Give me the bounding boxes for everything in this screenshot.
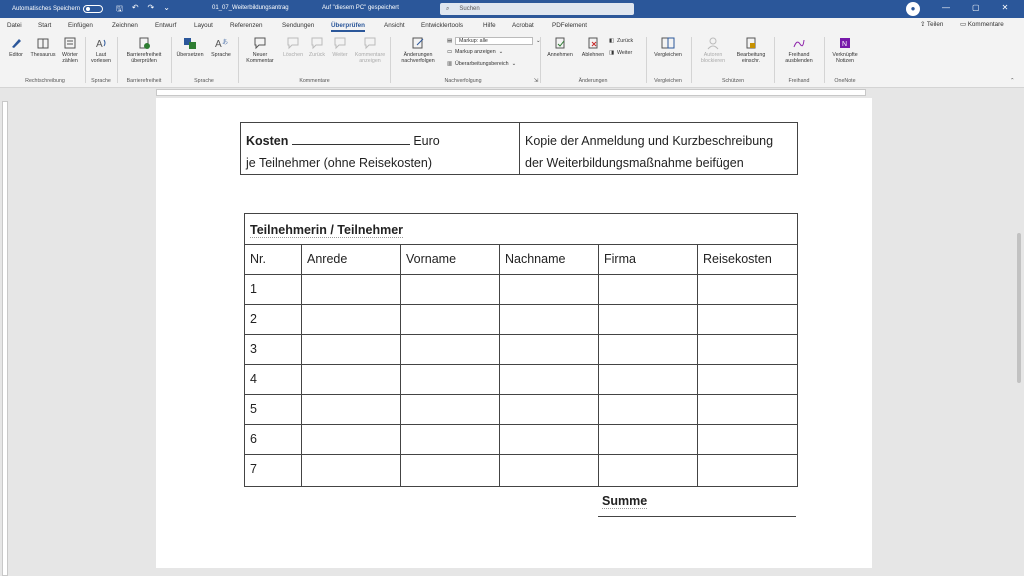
table-cell[interactable] bbox=[598, 425, 698, 454]
group-label: Änderungen bbox=[578, 78, 608, 84]
block-authors-icon bbox=[706, 36, 720, 50]
table-row[interactable] bbox=[245, 275, 797, 305]
customize-icon[interactable]: ⌄ bbox=[163, 3, 170, 12]
table-cell[interactable] bbox=[400, 365, 500, 394]
read-aloud-icon bbox=[94, 36, 108, 50]
column-header[interactable]: Nachname bbox=[499, 245, 599, 274]
comment-icon: ▭ bbox=[960, 21, 966, 28]
comments-button[interactable]: ▭ Kommentare bbox=[960, 21, 1004, 28]
tab-referenzen[interactable]: Referenzen bbox=[230, 22, 263, 29]
table-cell[interactable]: 5 bbox=[250, 402, 257, 416]
undo-icon[interactable]: ↶ bbox=[131, 3, 139, 12]
word-count-icon bbox=[63, 36, 77, 50]
table-cell[interactable]: 7 bbox=[250, 462, 257, 476]
table-cell[interactable]: 6 bbox=[250, 432, 257, 446]
participants-header[interactable] bbox=[245, 214, 797, 245]
reject-button[interactable]: Ablehnen bbox=[579, 36, 607, 58]
table-row[interactable] bbox=[245, 305, 797, 335]
column-header[interactable]: Nr. bbox=[250, 252, 266, 266]
table-cell[interactable] bbox=[697, 275, 799, 304]
previous-comment-button[interactable]: Zurück bbox=[306, 36, 328, 58]
previous-change-icon: ◧ bbox=[609, 38, 615, 44]
tab-ansicht[interactable]: Ansicht bbox=[384, 22, 405, 29]
compare-button[interactable]: Vergleichen bbox=[650, 36, 686, 58]
table-cell[interactable] bbox=[499, 305, 599, 334]
vertical-scrollbar[interactable] bbox=[1014, 97, 1024, 576]
search-placeholder: Suchen bbox=[459, 6, 480, 12]
next-comment-button[interactable]: Weiter bbox=[329, 36, 351, 58]
table-row[interactable] bbox=[245, 365, 797, 395]
redo-icon[interactable]: ↷ bbox=[147, 3, 155, 12]
tab-datei[interactable]: Datei bbox=[7, 22, 22, 29]
save-location[interactable]: Auf "diesem PC" gespeichert bbox=[322, 5, 399, 11]
table-cell[interactable] bbox=[499, 335, 599, 364]
table-header-row[interactable] bbox=[245, 245, 797, 275]
track-changes-icon bbox=[411, 36, 425, 50]
track-changes-button[interactable]: Änderungen nachverfolgen bbox=[393, 36, 443, 64]
show-comments-icon bbox=[363, 36, 377, 50]
accept-icon bbox=[553, 36, 567, 50]
table-cell[interactable]: 1 bbox=[250, 282, 257, 296]
word-count-button[interactable]: Wörter zählen bbox=[59, 36, 81, 64]
attachment-cell[interactable] bbox=[525, 130, 773, 174]
group-label: OneNote bbox=[834, 78, 856, 84]
accept-button[interactable]: Annehmen bbox=[543, 36, 577, 58]
column-header[interactable]: Vorname bbox=[400, 245, 500, 274]
thesaurus-button[interactable]: Thesaurus bbox=[29, 36, 57, 58]
table-cell[interactable]: 4 bbox=[250, 372, 257, 386]
column-header[interactable]: Firma bbox=[598, 245, 698, 274]
table-row[interactable] bbox=[245, 395, 797, 425]
participants-table[interactable] bbox=[244, 213, 798, 487]
reject-icon bbox=[586, 36, 600, 50]
group-separator bbox=[540, 37, 541, 83]
costs-label: Kosten bbox=[246, 134, 289, 148]
review-pane-icon: ▥ bbox=[447, 61, 453, 67]
euro-label: Euro bbox=[413, 134, 440, 148]
table-cell[interactable] bbox=[598, 335, 698, 364]
document-title: 01_07_Weiterbildungsantrag bbox=[212, 5, 289, 11]
markup-dropdown[interactable] bbox=[447, 37, 540, 45]
close-icon[interactable]: ✕ bbox=[1001, 3, 1009, 12]
group-label: Vergleichen bbox=[654, 78, 682, 84]
table-cell[interactable] bbox=[499, 275, 599, 304]
save-icon[interactable]: 🖫 bbox=[116, 4, 123, 13]
delete-comment-button[interactable]: Löschen bbox=[282, 36, 304, 58]
table-row[interactable] bbox=[245, 425, 797, 455]
svg-text:あ: あ bbox=[222, 40, 228, 46]
group-separator bbox=[238, 37, 239, 83]
restrict-editing-button[interactable]: Bearbeitung einschr. bbox=[732, 36, 770, 64]
group-separator bbox=[691, 37, 692, 83]
compare-icon bbox=[661, 36, 675, 50]
ruler-track bbox=[156, 89, 866, 96]
table-cell[interactable] bbox=[697, 425, 799, 454]
translate-button[interactable]: Übersetzen bbox=[174, 36, 206, 58]
group-label: Freihand bbox=[788, 78, 810, 84]
table-divider bbox=[519, 123, 520, 174]
share-button[interactable]: ⇪ Teilen bbox=[920, 21, 944, 28]
per-participant-label: je Teilnehmer (ohne Reisekosten) bbox=[246, 156, 432, 170]
chevron-down-icon: ⌄ bbox=[498, 49, 504, 55]
table-cell[interactable] bbox=[598, 275, 698, 304]
group-label: Nachverfolgung bbox=[444, 78, 482, 84]
table-cell[interactable] bbox=[697, 305, 799, 334]
ruler-track bbox=[2, 101, 8, 576]
table-cell[interactable] bbox=[598, 305, 698, 334]
book-icon bbox=[36, 36, 50, 50]
quick-access-toolbar bbox=[116, 3, 170, 17]
delete-comment-icon bbox=[286, 36, 300, 50]
table-cell[interactable] bbox=[499, 365, 599, 394]
table-cell[interactable] bbox=[598, 395, 698, 424]
ink-icon bbox=[792, 36, 806, 50]
costs-table[interactable] bbox=[240, 122, 798, 175]
table-cell[interactable] bbox=[598, 365, 698, 394]
table-cell[interactable]: 2 bbox=[250, 312, 257, 326]
table-cell[interactable] bbox=[400, 425, 500, 454]
table-cell[interactable] bbox=[301, 305, 401, 334]
group-label: Kommentare bbox=[299, 78, 330, 84]
table-cell[interactable] bbox=[301, 425, 401, 454]
tab-ueberpruefen[interactable]: Überprüfen bbox=[331, 22, 365, 29]
language-button[interactable]: A あ Sprache bbox=[208, 36, 234, 58]
svg-text:A: A bbox=[96, 39, 103, 50]
previous-change-button[interactable]: ◧ Zurück bbox=[609, 38, 634, 44]
show-markup-button[interactable]: ▭ Markup anzeigen ⌄ bbox=[447, 49, 504, 55]
maximize-icon[interactable]: ▢ bbox=[972, 3, 980, 12]
window-controls bbox=[942, 3, 1008, 12]
autosave-toggle[interactable] bbox=[83, 5, 103, 13]
tab-acrobat[interactable]: Acrobat bbox=[512, 22, 534, 29]
group-label: Schützen bbox=[721, 78, 745, 84]
show-comments-button[interactable]: Kommentare anzeigen bbox=[352, 36, 388, 64]
table-row[interactable] bbox=[245, 335, 797, 365]
tab-zeichnen[interactable]: Zeichnen bbox=[112, 22, 138, 29]
table-cell[interactable] bbox=[697, 395, 799, 424]
block-authors-button[interactable]: Autoren blockieren bbox=[696, 36, 730, 64]
column-header[interactable]: Reisekosten bbox=[697, 245, 799, 274]
new-comment-icon bbox=[253, 36, 267, 50]
markup-select[interactable]: Markup: alle bbox=[455, 37, 533, 45]
column-header[interactable]: Anrede bbox=[301, 245, 401, 274]
group-separator bbox=[646, 37, 647, 83]
minimize-icon[interactable]: — bbox=[942, 3, 950, 12]
group-label: Barrierefreiheit bbox=[126, 78, 162, 84]
group-separator bbox=[171, 37, 172, 83]
autosave-control[interactable] bbox=[12, 5, 103, 13]
new-comment-button[interactable]: Neuer Kommentar bbox=[241, 36, 279, 64]
tab-pdfelement[interactable]: PDFelement bbox=[552, 22, 587, 29]
next-change-button[interactable]: ◨ Weiter bbox=[609, 50, 633, 56]
participants-title: Teilnehmerin / Teilnehmer bbox=[250, 223, 404, 237]
title-bar bbox=[0, 0, 1024, 18]
table-cell[interactable] bbox=[697, 365, 799, 394]
group-separator bbox=[117, 37, 118, 83]
table-cell[interactable] bbox=[598, 455, 698, 486]
tab-sendungen[interactable]: Sendungen bbox=[282, 22, 315, 29]
hide-ink-button[interactable]: Freihand ausblenden bbox=[778, 36, 820, 64]
vertical-ruler[interactable] bbox=[0, 97, 10, 576]
group-label: Sprache bbox=[91, 78, 111, 84]
document-page[interactable] bbox=[156, 98, 872, 568]
costs-cell[interactable] bbox=[246, 130, 440, 174]
table-cell[interactable] bbox=[499, 455, 599, 486]
tab-hilfe[interactable]: Hilfe bbox=[483, 22, 496, 29]
next-comment-icon bbox=[333, 36, 347, 50]
table-cell[interactable] bbox=[697, 335, 799, 364]
table-cell[interactable] bbox=[697, 455, 799, 486]
autosave-label: Automatisches Speichern bbox=[12, 6, 81, 12]
review-pane-button[interactable]: ▥ Überarbeitungsbereich ⌄ bbox=[447, 61, 517, 67]
tab-layout[interactable]: Layout bbox=[194, 22, 213, 29]
previous-comment-icon bbox=[310, 36, 324, 50]
scroll-thumb[interactable] bbox=[1017, 233, 1021, 383]
table-row[interactable] bbox=[245, 455, 797, 486]
table-cell[interactable] bbox=[301, 275, 401, 304]
tab-entwurf[interactable]: Entwurf bbox=[155, 22, 177, 29]
table-cell[interactable] bbox=[301, 395, 401, 424]
search-icon: ⌕ bbox=[446, 5, 450, 12]
show-markup-icon: ▭ bbox=[447, 49, 453, 55]
attachment-line-2: der Weiterbildungsmaßnahme beifügen bbox=[525, 156, 744, 170]
table-cell[interactable] bbox=[400, 305, 500, 334]
attachment-line-1: Kopie der Anmeldung und Kurzbeschreibung bbox=[525, 134, 774, 148]
editor-button[interactable]: Editor bbox=[5, 36, 27, 58]
group-separator bbox=[85, 37, 86, 83]
costs-blank bbox=[292, 135, 410, 145]
table-cell[interactable] bbox=[301, 335, 401, 364]
table-cell[interactable] bbox=[400, 335, 500, 364]
svg-text:A: A bbox=[215, 39, 222, 50]
table-cell[interactable] bbox=[499, 395, 599, 424]
onenote-icon bbox=[838, 36, 852, 50]
next-change-icon: ◨ bbox=[609, 50, 615, 56]
table-cell[interactable] bbox=[499, 425, 599, 454]
tab-einfuegen[interactable]: Einfügen bbox=[68, 22, 93, 29]
group-separator bbox=[824, 37, 825, 83]
tab-entwicklertools[interactable]: Entwicklertools bbox=[421, 22, 463, 29]
editor-icon bbox=[9, 36, 23, 50]
table-cell[interactable]: 3 bbox=[250, 342, 257, 356]
table-cell[interactable] bbox=[301, 365, 401, 394]
sum-line[interactable] bbox=[598, 516, 796, 517]
table-cell[interactable] bbox=[400, 455, 500, 486]
translate-icon bbox=[183, 36, 197, 50]
svg-text:N: N bbox=[842, 41, 848, 48]
language-icon bbox=[214, 36, 228, 50]
horizontal-ruler[interactable] bbox=[0, 88, 1024, 97]
accessibility-button[interactable]: Barrierefreiheit überprüfen bbox=[121, 36, 167, 64]
avatar[interactable]: ● bbox=[906, 2, 920, 16]
group-separator bbox=[390, 37, 391, 83]
chevron-down-icon: ⌄ bbox=[536, 38, 541, 44]
markup-icon: ▤ bbox=[447, 38, 453, 44]
group-separator bbox=[774, 37, 775, 83]
ribbon-tabs bbox=[0, 18, 1024, 33]
sum-label: Summe bbox=[602, 494, 648, 508]
tab-start[interactable]: Start bbox=[38, 22, 52, 29]
search-input[interactable] bbox=[440, 3, 634, 15]
read-aloud-button[interactable]: A Laut vorlesen bbox=[88, 36, 114, 64]
collapse-ribbon-icon[interactable]: ⌃ bbox=[1010, 78, 1015, 84]
linked-notes-button[interactable]: N Verknüpfte Notizen bbox=[828, 36, 862, 64]
share-icon: ⇪ bbox=[920, 21, 926, 28]
lock-icon bbox=[744, 36, 758, 50]
table-cell[interactable] bbox=[400, 395, 500, 424]
table-cell[interactable] bbox=[301, 455, 401, 486]
group-label: Sprache bbox=[194, 78, 214, 84]
dialog-launcher-icon[interactable]: ⇲ bbox=[533, 78, 539, 84]
chevron-down-icon: ⌄ bbox=[511, 61, 517, 67]
ribbon bbox=[0, 33, 1024, 88]
table-cell[interactable] bbox=[400, 275, 500, 304]
accessibility-icon bbox=[137, 36, 151, 50]
group-label: Rechtschreibung bbox=[25, 78, 65, 84]
